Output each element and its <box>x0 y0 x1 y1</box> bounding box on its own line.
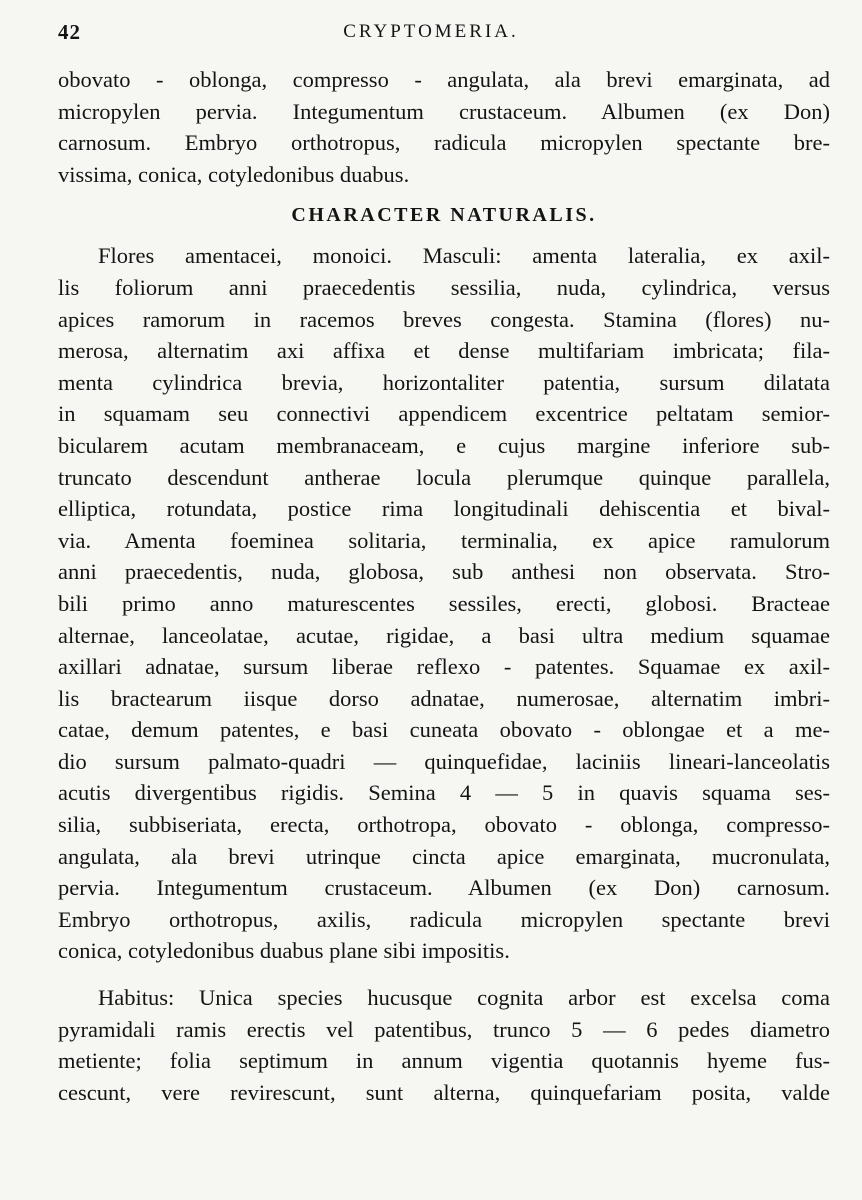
text-line: metiente; folia septimum in annum vigentia quotannis hyeme fus- <box>58 1048 830 1074</box>
text-line: Habitus: Unica species hucusque cognita arbor est excelsa coma <box>98 985 830 1011</box>
text-line: merosa, alternatim axi affixa et dense multifariam imbricata; fila- <box>58 338 830 364</box>
text-line: bicularem acutam membranaceam, e cujus margine inferiore sub- <box>58 432 830 458</box>
paragraph-habitus <box>58 982 830 1108</box>
text-line: in squamam seu connectivi appendicem excentrice peltatam semior- <box>58 401 830 427</box>
paragraph-gap <box>58 967 830 982</box>
text-line: axillari adnatae, sursum liberae reflexo - patentes. Squamae ex axil- <box>58 654 830 680</box>
text-line: dio sursum palmato-quadri — quinquefidae, laciniis lineari-lanceolatis <box>58 748 830 774</box>
main-text <box>58 64 830 1108</box>
page-number: 42 <box>58 20 81 44</box>
text-line: alternae, lanceolatae, acutae, rigidae, a basi ultra medium squamae <box>58 622 830 648</box>
text-line: via. Amenta foeminea solitaria, terminalia, ex apice ramulorum <box>58 527 830 553</box>
text-line: apices ramorum in racemos breves congesta. Stamina (flores) nu- <box>58 306 830 332</box>
text-line: obovato - oblonga, compresso - angulata, ala brevi emarginata, ad <box>58 67 830 92</box>
paragraph-seed-description <box>58 64 830 190</box>
text-line: acutis divergentibus rigidis. Semina 4 — 5 in quavis squama ses- <box>58 780 830 806</box>
text-line: pyramidali ramis erectis vel patentibus, trunco 5 — 6 pedes diametro <box>58 1016 830 1042</box>
text-line: pervia. Integumentum crustaceum. Albumen (ex Don) carnosum. <box>58 875 830 901</box>
text-line: truncato descendunt antherae locula plerumque quinque parallela, <box>58 464 830 490</box>
text-line: Flores amentacei, monoici. Masculi: amenta lateralia, ex axil- <box>98 243 830 269</box>
text-line: vissima, conica, cotyledonibus duabus. <box>58 161 410 187</box>
text-line: lis foliorum anni praecedentis sessilia, nuda, cylindrica, versus <box>58 274 830 300</box>
text-line: catae, demum patentes, e basi cuneata obovato - oblongae et a me- <box>58 717 830 743</box>
text-line: micropylen pervia. Integumentum crustaceum. Albumen (ex Don) <box>58 98 830 124</box>
text-line: bili primo anno maturescentes sessiles, erecti, globosi. Bracteae <box>58 590 830 616</box>
text-line: Embryo orthotropus, axilis, radicula micropylen spectante brevi <box>58 906 830 932</box>
text-line: menta cylindrica brevia, horizontaliter patentia, sursum dilatata <box>58 369 830 395</box>
text-line: anni praecedentis, nuda, globosa, sub anthesi non observata. Stro- <box>58 559 830 585</box>
text-line: carnosum. Embryo orthotropus, radicula micropylen spectante bre- <box>58 130 830 156</box>
running-title: CRYPTOMERIA. <box>343 21 519 42</box>
text-line: cescunt, vere revirescunt, sunt alterna, quinquefariam posita, valde <box>58 1079 830 1105</box>
paragraph-character-naturalis <box>58 240 830 967</box>
text-line: silia, subbiseriata, erecta, orthotropa, obovato - oblonga, compresso- <box>58 812 830 838</box>
text-line: lis bractearum iisque dorso adnatae, numerosae, alternatim imbri- <box>58 685 830 711</box>
text-line: elliptica, rotundata, postice rima longitudinali dehiscentia et bival- <box>58 496 830 522</box>
section-heading: CHARACTER NATURALIS. <box>291 204 597 227</box>
text-line: conica, cotyledonibus duabus plane sibi impositis. <box>58 938 510 964</box>
text-line: angulata, ala brevi utrinque cincta apice emarginata, mucronulata, <box>58 843 830 869</box>
page-header <box>0 20 862 50</box>
